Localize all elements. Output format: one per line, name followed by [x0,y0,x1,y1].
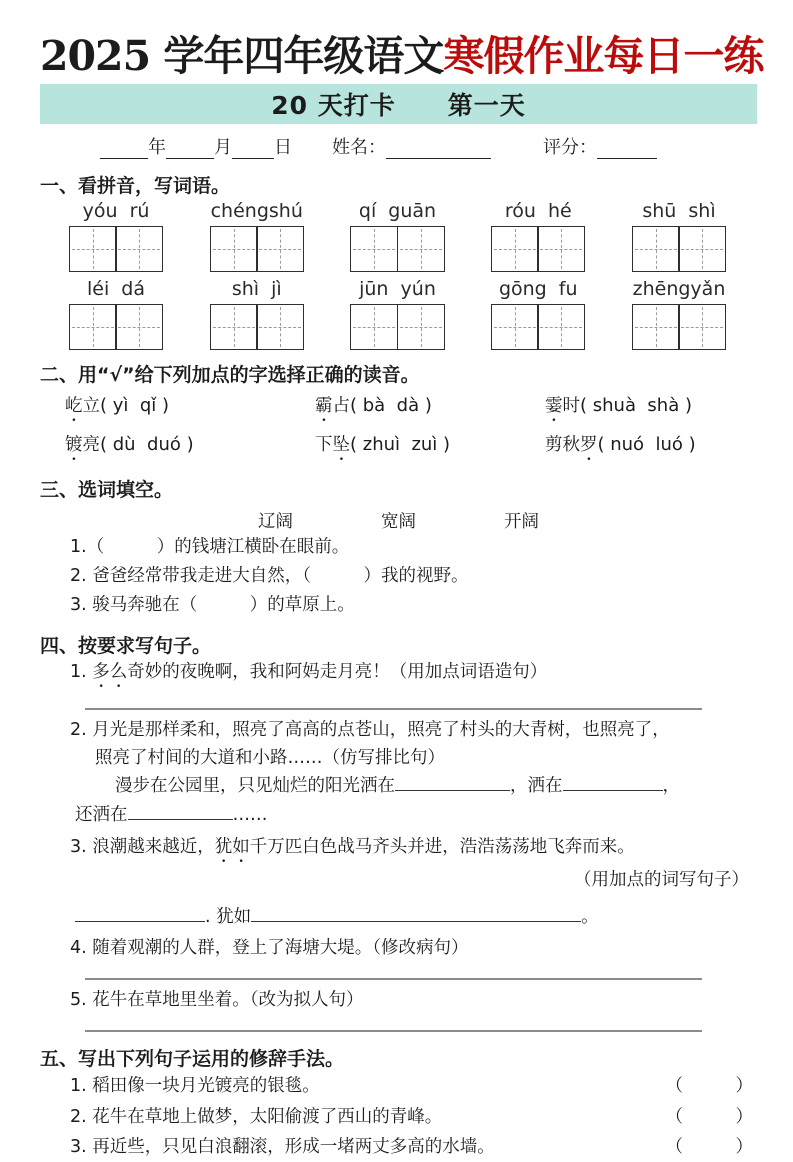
writing-cell [537,226,585,272]
answer-parens: （ ） [665,1106,753,1127]
writing-cell [678,304,726,350]
banner-text: 20 天打卡 第一天 [271,91,526,121]
writing-boxes [491,304,585,350]
pronunciation-item [545,393,757,426]
pinyin-group [209,200,305,272]
answer-line [85,1030,702,1032]
pinyin-label: gōng fu [498,277,578,300]
answer-parens: （ ） [665,1136,753,1157]
name-label: 姓名： [332,137,386,159]
pinyin-group [209,278,305,350]
word-pre: 下 [315,434,333,455]
writing-boxes [491,226,585,272]
item-text: 1. 稻田像一块月光镀亮的银毯。 [70,1076,320,1097]
month-blank [166,139,214,159]
pinyin-label: zhēngyǎn [632,277,726,300]
pinyin-options: ( shuà shà ) [580,394,692,416]
pinyin-group [631,200,727,272]
pinyin-label: léi dá [86,277,146,300]
pinyin-group [490,200,586,272]
pronunciation-item [65,393,315,426]
section3-heading: 三、选词填空。 [40,478,174,501]
writing-cell [678,226,726,272]
section4-heading: 四、按要求写句子。 [40,634,212,657]
fill-blank [563,773,663,791]
page-title [40,32,764,80]
section1-heading: 一、看拼音，写词语。 [40,175,231,198]
fill-blank-item: 1.（ ）的钱塘江横卧在眼前。 [70,536,350,557]
writing-cell [115,304,163,350]
writing-boxes [69,304,163,350]
dotted-words: 多么 [92,661,128,682]
item-text: 。 [581,907,599,928]
pinyin-group [350,278,446,350]
score-blank [597,139,657,159]
writing-cell [115,226,163,272]
pronunciation-item [65,432,315,465]
item-text: ， [662,776,680,797]
writing-cell [397,226,445,272]
sentence-item-2-answer1 [40,772,757,800]
pinyin-options: ( nuó luó ) [597,433,696,455]
pinyin-options: ( zhuì zuì ) [350,433,451,455]
sentence-item-4 [40,934,757,962]
pronunciation-item [545,432,757,465]
pinyin-label: chéngshú [210,200,303,223]
sentence-item-5 [40,986,757,1014]
answer-line [85,978,702,980]
sentence-item-3 [40,833,757,867]
writing-cell [256,226,304,272]
pinyin-label: yóu rú [82,200,150,223]
writing-cell [491,304,539,350]
instruction-note: （用加点的词写句子） [574,870,749,891]
pronunciation-item [315,393,545,426]
name-blank [386,139,491,159]
word-bank-option: 开阔 [504,511,539,532]
word-dotted: 屹 [65,395,83,416]
pinyin-options: ( yì qǐ ) [100,394,170,416]
fill-blank-item: 3. 骏马奔驰在（ ）的草原上。 [70,595,355,616]
item-number: 1. [70,661,87,682]
item-text: 花牛在草地里坐着。（改为拟人句） [92,990,364,1011]
pinyin-group [68,200,164,272]
score-label: 评分： [543,137,597,159]
writing-boxes [210,226,304,272]
day-blank [232,139,274,159]
pinyin-row-2 [40,278,757,350]
pinyin-label: jūn yún [359,277,436,300]
rhetoric-item [40,1132,757,1162]
fill-blank [251,904,581,922]
pinyin-options: ( dù duó ) [100,433,194,455]
word-bank-option: 辽阔 [258,511,293,532]
year-blank [100,139,148,159]
pinyin-group [350,200,446,272]
item-number: 4. [70,937,87,958]
pinyin-label: shì jì [231,277,282,300]
word-bank-option: 宽阔 [381,511,416,532]
word-dotted: 霸 [315,395,333,416]
dotted-words: 犹如 [214,837,250,858]
item-text: 照亮了村间的大道和小路……（仿写排比句） [95,748,445,769]
item-number: 3. [70,837,87,858]
item-number: 5. [70,990,87,1011]
worksheet-page [0,34,793,1156]
writing-cell [350,304,398,350]
word-post: 时 [562,395,580,416]
pronunciation-item [315,432,545,465]
word-pre: 剪秋 [545,434,580,455]
item-text: . 犹如 [205,907,252,928]
writing-boxes [350,226,444,272]
sentence-item-3-answer [40,903,757,931]
item-text: 2. 花牛在草地上做梦，太阳偷渡了西山的青峰。 [70,1106,443,1127]
writing-cell [69,226,117,272]
sentence-item-2-answer2 [40,801,757,829]
word-post: 亮 [82,434,100,455]
word-post: 立 [82,395,100,416]
writing-cell [537,304,585,350]
writing-boxes [632,304,726,350]
month-label: 月 [214,137,232,159]
item-text: 奇妙的夜晚啊，我和阿妈走月亮！（用加点词语造句） [127,661,548,682]
title-red: 寒假作业每日一练 [443,32,764,80]
sentence-item-2-cont [40,744,757,772]
writing-cell [397,304,445,350]
date-line [40,133,757,159]
pinyin-group [490,278,586,350]
writing-boxes [632,226,726,272]
word-dotted: 镀 [65,434,83,455]
title-black: 2025 学年四年级语文 [40,32,444,80]
item-text: 还洒在 [75,804,128,825]
writing-cell [256,304,304,350]
item-text: …… [232,804,268,825]
pinyin-row-1 [40,200,757,272]
item-text: 月光是那样柔和，照亮了高高的点苍山，照亮了村头的大青树，也照亮了， [92,719,670,740]
sentence-item-2 [40,716,757,744]
answer-line [85,708,702,710]
sentence-item-1 [40,658,757,692]
word-dotted: 罗 [580,434,598,455]
item-number: 2. [70,719,87,740]
item-text: ，洒在 [510,776,563,797]
writing-cell [210,304,258,350]
writing-boxes [350,304,444,350]
fill-blank [75,904,205,922]
section5-heading: 五、写出下列句子运用的修辞手法。 [40,1048,345,1071]
pinyin-label: shū shì [642,200,716,223]
writing-cell [491,226,539,272]
pinyin-label: róu hé [504,200,572,223]
day-label: 日 [274,137,292,159]
item-text: 浪潮越来越近， [92,837,215,858]
writing-cell [632,226,680,272]
banner [40,84,757,124]
pinyin-options: ( bà dà ) [350,394,432,416]
writing-boxes [210,304,304,350]
year-label: 年 [148,137,166,159]
pinyin-label: qí guān [358,200,437,223]
fill-blank [128,801,233,819]
item-text: 随着观潮的人群，登上了海塘大堤。（修改病句） [92,937,469,958]
word-dotted: 霎 [545,395,563,416]
writing-cell [350,226,398,272]
writing-boxes [69,226,163,272]
fill-blank-item: 2. 爸爸经常带我走进大自然，（ ）我的视野。 [70,565,469,586]
word-bank [40,508,757,533]
pinyin-group [631,278,727,350]
section2-items [40,393,757,465]
writing-cell [210,226,258,272]
word-dotted: 坠 [332,434,350,455]
fill-blank [395,773,510,791]
word-post: 占 [332,395,350,416]
item-text: 千万匹白色战马齐头并进，浩浩荡荡地飞奔而来。 [249,837,635,858]
answer-parens: （ ） [665,1076,753,1097]
item-text: 3. 再近些，只见白浪翻滚，形成一堵两丈多高的水墙。 [70,1136,495,1157]
writing-cell [632,304,680,350]
writing-cell [69,304,117,350]
pinyin-group [68,278,164,350]
rhetoric-item [40,1102,757,1132]
rhetoric-item [40,1071,757,1101]
item-text: 漫步在公园里，只见灿烂的阳光洒在 [115,776,395,797]
section2-heading: 二、用“√”给下列加点的字选择正确的读音。 [40,363,420,386]
